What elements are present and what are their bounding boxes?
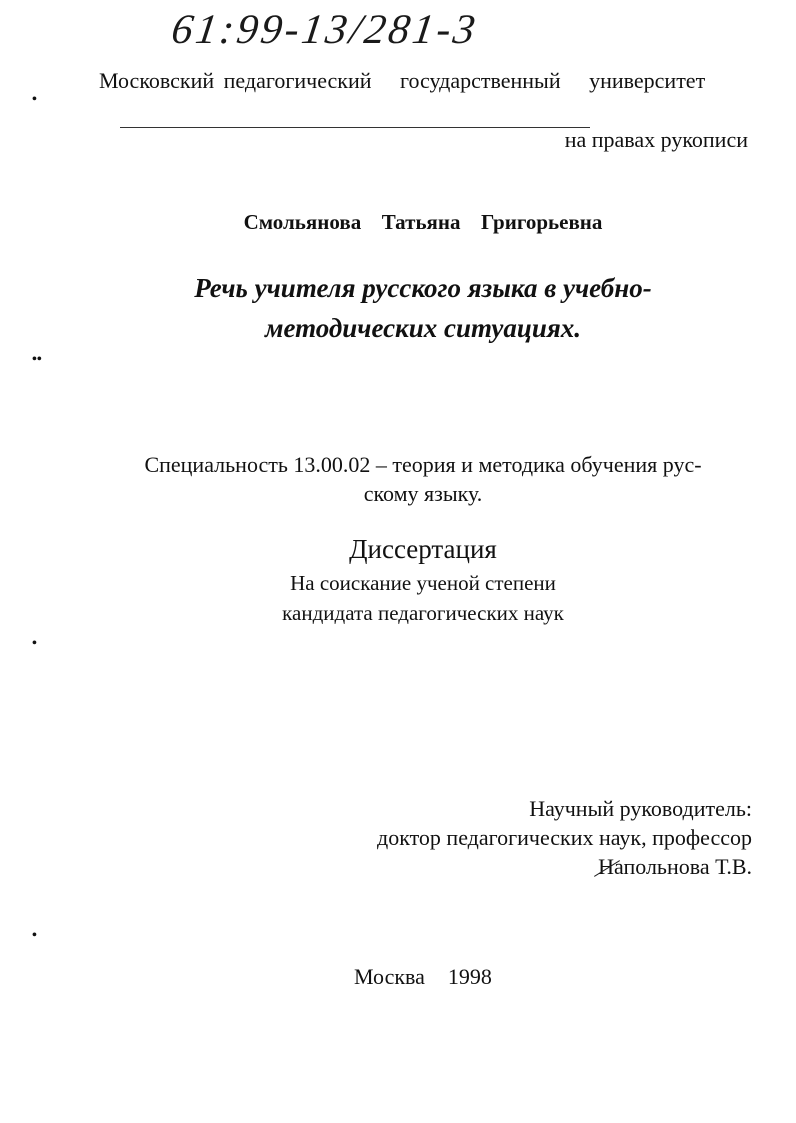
specialty: [0, 450, 796, 508]
degree-info: [0, 568, 796, 628]
handwritten-archive-number: 61:99-13/281-3: [168, 7, 481, 53]
binding-hole-mark: •: [32, 636, 37, 651]
supervisor-label: Научный руководитель:: [529, 796, 752, 821]
manuscript-rights-note: на правах рукописи: [564, 127, 748, 152]
degree-line: кандидата педагогических наук: [282, 601, 564, 625]
specialty-line: скому языку.: [363, 481, 483, 506]
binding-hole-mark: •: [32, 92, 37, 107]
title-line: Речь учителя русского языка в учебно-: [194, 273, 652, 303]
city-year: Москва 1998: [354, 964, 492, 989]
dissertation-title: [0, 268, 796, 348]
binding-hole-mark: •: [32, 928, 37, 943]
specialty-line: Специальность 13.00.02 – теория и методика обучения рус-: [144, 452, 702, 477]
degree-line: На соискание ученой степени: [290, 571, 556, 595]
binding-hole-mark: ••: [32, 352, 42, 367]
title-line: методических ситуациях.: [264, 313, 582, 343]
university-name: Московский педагогический государственный университет: [99, 68, 706, 93]
document-type: Диссертация: [349, 534, 497, 564]
supervisor-name: Напольнова Т.В.: [598, 854, 752, 879]
author-name: Смольянова Татьяна Григорьевна: [243, 210, 603, 234]
supervisor-block: [377, 794, 752, 881]
header-rule: [120, 127, 590, 128]
supervisor-degree: доктор педагогических наук, профессор: [377, 825, 752, 850]
